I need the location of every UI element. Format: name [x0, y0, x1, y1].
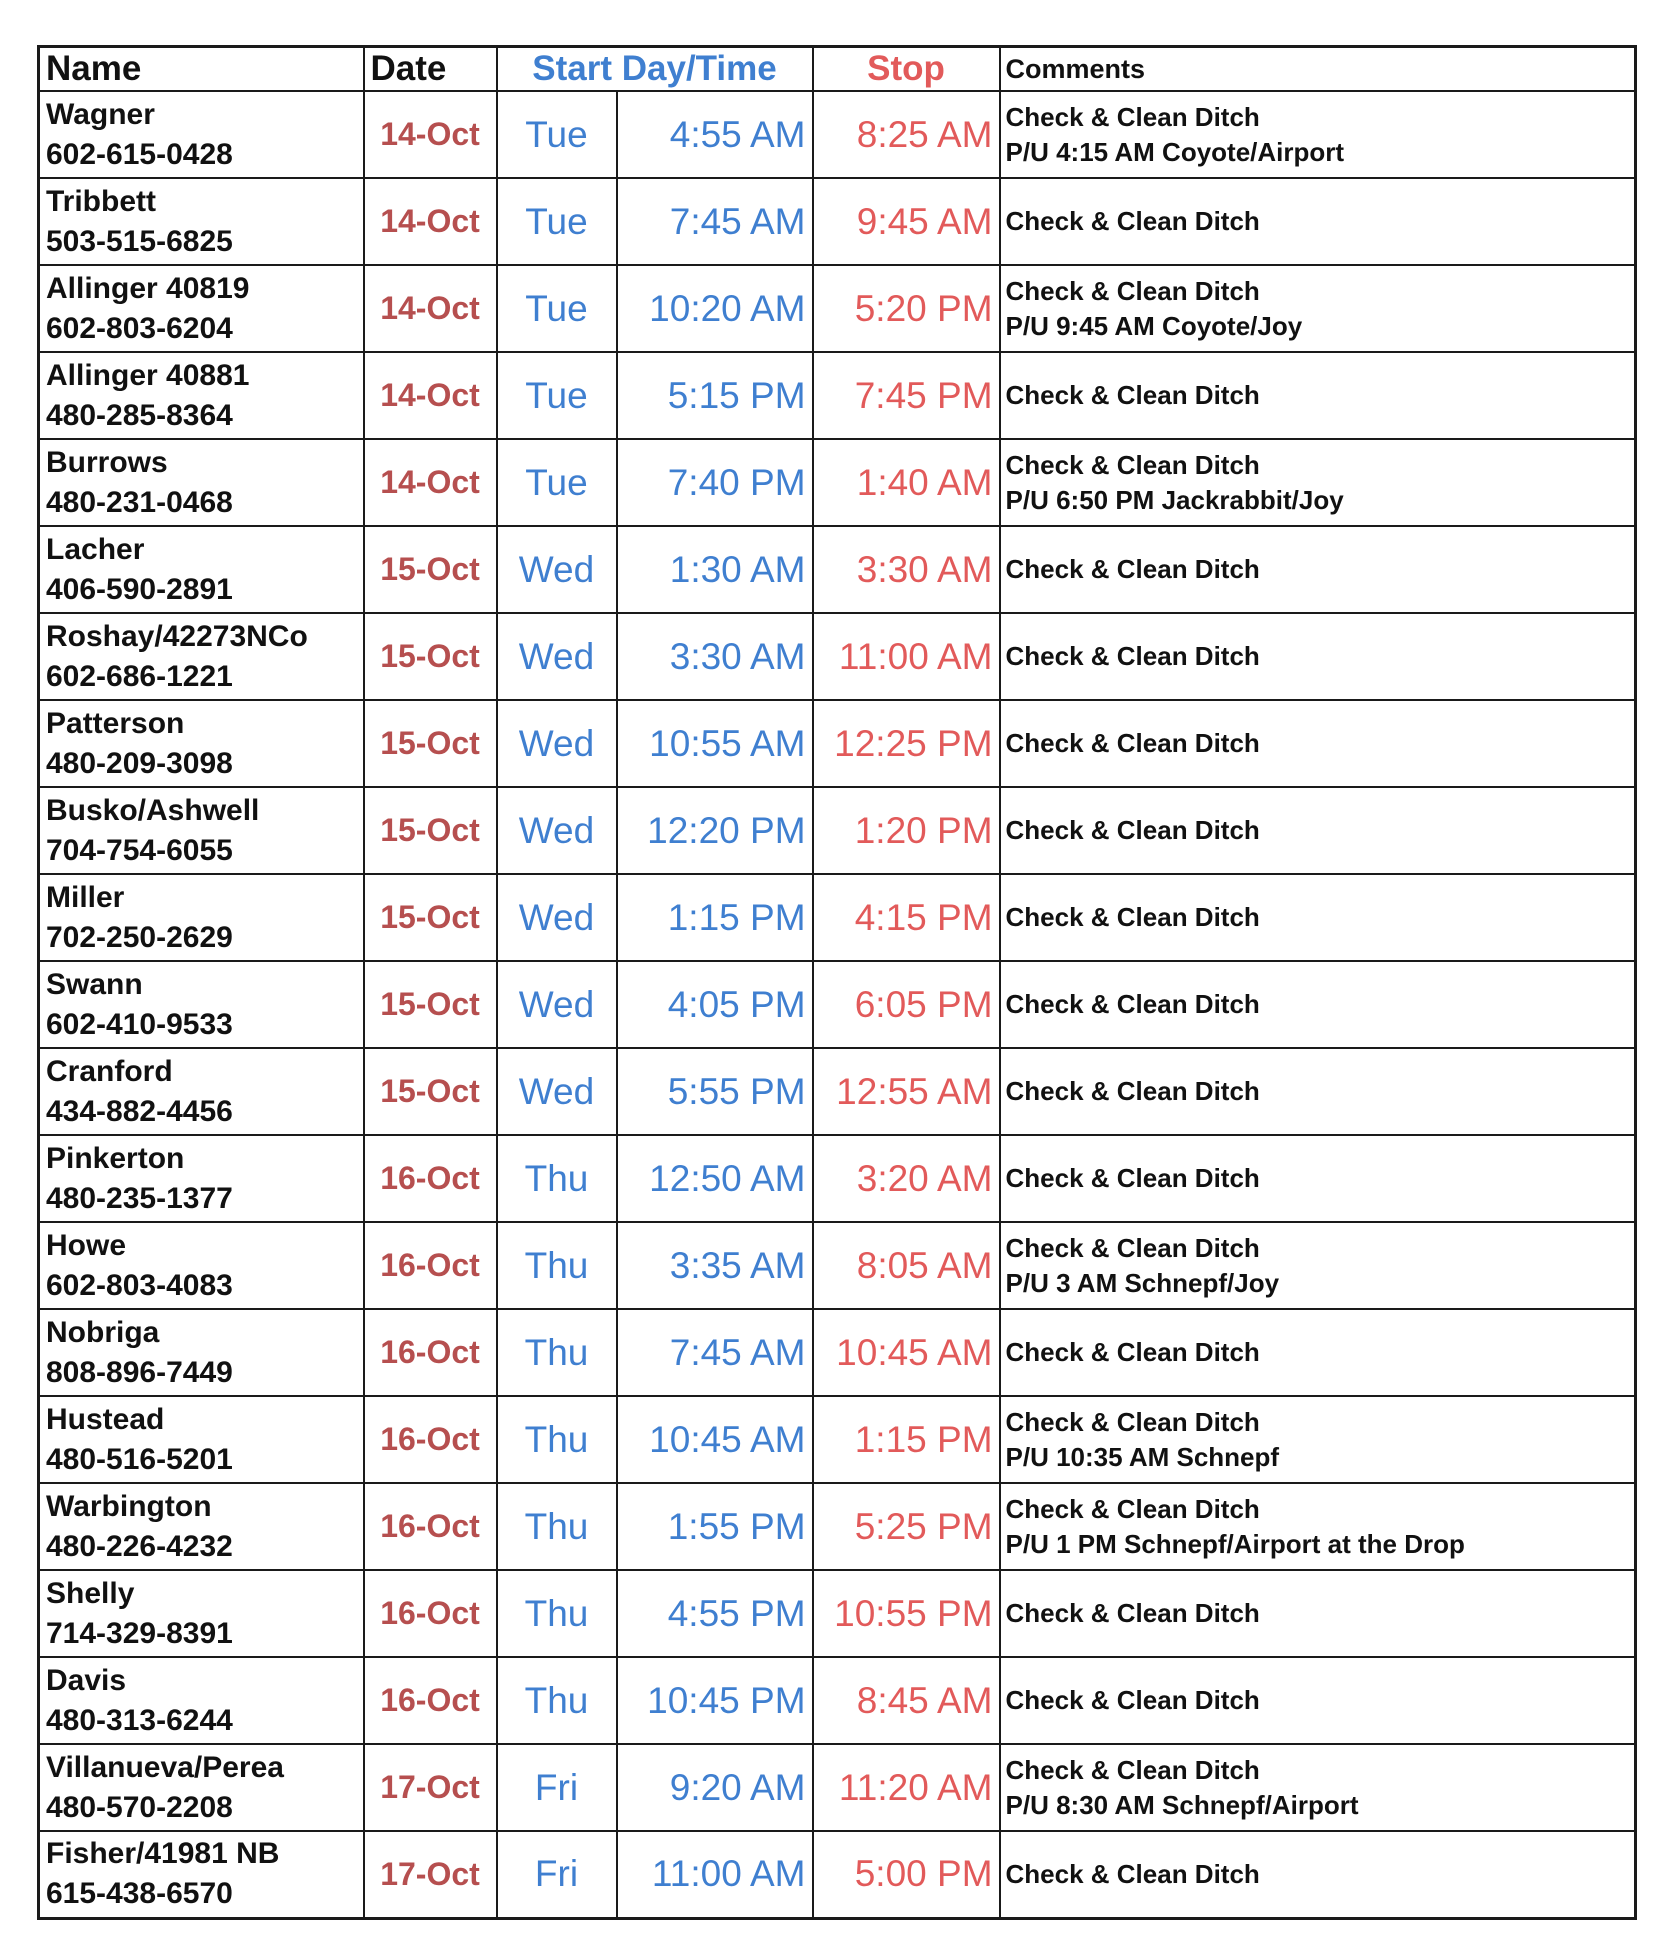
date-cell: 17-Oct — [364, 1744, 497, 1831]
table-row — [39, 1831, 1636, 1918]
stop-time-cell: 8:05 AM — [813, 1222, 1000, 1309]
day-cell: Thu — [497, 1309, 617, 1396]
header-date: Date — [364, 47, 497, 92]
phone-number: 602-615-0428 — [46, 137, 233, 171]
person-name: Allinger 40881 — [46, 358, 250, 392]
day-cell: Tue — [497, 265, 617, 352]
comment-line-2: P/U 9:45 AM Coyote/Joy — [1005, 310, 1303, 341]
stop-time-cell: 3:20 AM — [813, 1135, 1000, 1222]
date-cell: 15-Oct — [364, 787, 497, 874]
phone-number: 480-516-5201 — [46, 1442, 233, 1476]
phone-number: 406-590-2891 — [46, 572, 233, 606]
start-time-cell: 9:20 AM — [617, 1744, 813, 1831]
comment-line-1: Check & Clean Ditch — [1005, 641, 1260, 671]
day-cell: Thu — [497, 1135, 617, 1222]
date-cell: 16-Oct — [364, 1570, 497, 1657]
table-row — [39, 787, 1636, 874]
name-cell — [39, 265, 364, 352]
comments-cell — [1000, 439, 1636, 526]
stop-time-cell: 8:25 AM — [813, 91, 1000, 178]
comment-line-1: Check & Clean Ditch — [1005, 1163, 1260, 1193]
date-cell: 15-Oct — [364, 613, 497, 700]
start-time-cell: 11:00 AM — [617, 1831, 813, 1918]
phone-number: 480-285-8364 — [46, 398, 233, 432]
table-row — [39, 961, 1636, 1048]
start-time-cell: 5:15 PM — [617, 352, 813, 439]
date-cell: 16-Oct — [364, 1222, 497, 1309]
comments-cell — [1000, 178, 1636, 265]
name-cell — [39, 787, 364, 874]
date-cell: 14-Oct — [364, 439, 497, 526]
comments-cell — [1000, 1396, 1636, 1483]
name-cell — [39, 526, 364, 613]
stop-time-cell: 3:30 AM — [813, 526, 1000, 613]
day-cell: Tue — [497, 352, 617, 439]
comment-line-1: Check & Clean Ditch — [1005, 554, 1260, 584]
person-name: Burrows — [46, 445, 168, 479]
phone-number: 503-515-6825 — [46, 224, 233, 258]
start-time-cell: 1:15 PM — [617, 874, 813, 961]
start-time-cell: 7:40 PM — [617, 439, 813, 526]
day-cell: Tue — [497, 439, 617, 526]
start-time-cell: 7:45 AM — [617, 178, 813, 265]
name-cell — [39, 91, 364, 178]
start-time-cell: 10:45 AM — [617, 1396, 813, 1483]
comment-line-1: Check & Clean Ditch — [1005, 1493, 1260, 1524]
day-cell: Thu — [497, 1483, 617, 1570]
person-name: Warbington — [46, 1489, 212, 1523]
comments-cell — [1000, 1570, 1636, 1657]
day-cell: Thu — [497, 1222, 617, 1309]
phone-number: 704-754-6055 — [46, 833, 233, 867]
table-row — [39, 352, 1636, 439]
schedule-table — [37, 45, 1637, 1920]
person-name: Wagner — [46, 97, 155, 131]
comments-cell — [1000, 91, 1636, 178]
comment-line-1: Check & Clean Ditch — [1005, 380, 1260, 410]
day-cell: Thu — [497, 1570, 617, 1657]
comments-cell — [1000, 1222, 1636, 1309]
stop-time-cell: 12:55 AM — [813, 1048, 1000, 1135]
phone-number: 808-896-7449 — [46, 1355, 233, 1389]
schedule-rows — [39, 91, 1636, 1918]
stop-time-cell: 1:15 PM — [813, 1396, 1000, 1483]
person-name: Cranford — [46, 1054, 173, 1088]
stop-time-cell: 1:40 AM — [813, 439, 1000, 526]
table-row — [39, 91, 1636, 178]
header-row — [39, 47, 1636, 92]
comment-line-2: P/U 4:15 AM Coyote/Airport — [1005, 136, 1345, 167]
comment-line-1: Check & Clean Ditch — [1005, 206, 1260, 236]
phone-number: 480-570-2208 — [46, 1790, 233, 1824]
date-cell: 15-Oct — [364, 874, 497, 961]
date-cell: 16-Oct — [364, 1396, 497, 1483]
comments-cell — [1000, 787, 1636, 874]
person-name: Shelly — [46, 1576, 135, 1610]
start-time-cell: 4:55 PM — [617, 1570, 813, 1657]
comments-cell — [1000, 1657, 1636, 1744]
person-name: Fisher/41981 NB — [46, 1837, 280, 1871]
comment-line-1: Check & Clean Ditch — [1005, 728, 1260, 758]
comments-cell — [1000, 700, 1636, 787]
phone-number: 480-226-4232 — [46, 1529, 233, 1563]
stop-time-cell: 9:45 AM — [813, 178, 1000, 265]
name-cell — [39, 961, 364, 1048]
date-cell: 16-Oct — [364, 1657, 497, 1744]
phone-number: 480-313-6244 — [46, 1703, 233, 1737]
person-name: Pinkerton — [46, 1141, 185, 1175]
table-row — [39, 1222, 1636, 1309]
person-name: Howe — [46, 1228, 127, 1262]
date-cell: 14-Oct — [364, 91, 497, 178]
start-time-cell: 10:20 AM — [617, 265, 813, 352]
table-row — [39, 1396, 1636, 1483]
name-cell — [39, 439, 364, 526]
name-cell — [39, 1744, 364, 1831]
table-row — [39, 1309, 1636, 1396]
start-time-cell: 12:50 AM — [617, 1135, 813, 1222]
comment-line-1: Check & Clean Ditch — [1005, 989, 1260, 1019]
comment-line-2: P/U 1 PM Schnepf/Airport at the Drop — [1005, 1528, 1465, 1559]
phone-number: 480-231-0468 — [46, 485, 233, 519]
start-time-cell: 4:05 PM — [617, 961, 813, 1048]
comment-line-1: Check & Clean Ditch — [1005, 449, 1260, 480]
person-name: Busko/Ashwell — [46, 793, 260, 827]
comment-line-2: P/U 8:30 AM Schnepf/Airport — [1005, 1789, 1359, 1820]
day-cell: Wed — [497, 787, 617, 874]
stop-time-cell: 8:45 AM — [813, 1657, 1000, 1744]
date-cell: 15-Oct — [364, 1048, 497, 1135]
start-time-cell: 7:45 AM — [617, 1309, 813, 1396]
table-row — [39, 526, 1636, 613]
day-cell: Wed — [497, 961, 617, 1048]
day-cell: Tue — [497, 178, 617, 265]
table-row — [39, 613, 1636, 700]
comment-line-1: Check & Clean Ditch — [1005, 815, 1260, 845]
comment-line-1: Check & Clean Ditch — [1005, 1598, 1260, 1628]
name-cell — [39, 1222, 364, 1309]
name-cell — [39, 1657, 364, 1744]
table-row — [39, 1744, 1636, 1831]
day-cell: Wed — [497, 613, 617, 700]
start-time-cell: 10:55 AM — [617, 700, 813, 787]
phone-number: 602-686-1221 — [46, 659, 233, 693]
name-cell — [39, 1483, 364, 1570]
phone-number: 615-438-6570 — [46, 1877, 233, 1911]
phone-number: 480-209-3098 — [46, 746, 233, 780]
start-time-cell: 12:20 PM — [617, 787, 813, 874]
stop-time-cell: 5:20 PM — [813, 265, 1000, 352]
date-cell: 14-Oct — [364, 178, 497, 265]
comments-cell — [1000, 874, 1636, 961]
header-name: Name — [39, 47, 364, 92]
date-cell: 16-Oct — [364, 1309, 497, 1396]
header-start-day-time: Start Day/Time — [497, 47, 813, 92]
start-time-cell: 5:55 PM — [617, 1048, 813, 1135]
comment-line-1: Check & Clean Ditch — [1005, 902, 1260, 932]
phone-number: 602-410-9533 — [46, 1007, 233, 1041]
comments-cell — [1000, 961, 1636, 1048]
date-cell: 14-Oct — [364, 265, 497, 352]
comments-cell — [1000, 1831, 1636, 1918]
comments-cell — [1000, 1483, 1636, 1570]
date-cell: 15-Oct — [364, 700, 497, 787]
comments-cell — [1000, 352, 1636, 439]
header-stop: Stop — [813, 47, 1000, 92]
person-name: Roshay/42273NCo — [46, 619, 308, 653]
person-name: Hustead — [46, 1402, 165, 1436]
comments-cell — [1000, 613, 1636, 700]
table-row — [39, 874, 1636, 961]
date-cell: 17-Oct — [364, 1831, 497, 1918]
date-cell: 15-Oct — [364, 961, 497, 1048]
stop-time-cell: 12:25 PM — [813, 700, 1000, 787]
date-cell: 16-Oct — [364, 1135, 497, 1222]
name-cell — [39, 613, 364, 700]
phone-number: 434-882-4456 — [46, 1094, 233, 1128]
stop-time-cell: 7:45 PM — [813, 352, 1000, 439]
comment-line-2: P/U 10:35 AM Schnepf — [1005, 1441, 1280, 1472]
person-name: Miller — [46, 880, 125, 914]
stop-time-cell: 11:00 AM — [813, 613, 1000, 700]
stop-time-cell: 4:15 PM — [813, 874, 1000, 961]
comment-line-1: Check & Clean Ditch — [1005, 275, 1260, 306]
comments-cell — [1000, 1048, 1636, 1135]
comment-line-1: Check & Clean Ditch — [1005, 1076, 1260, 1106]
phone-number: 714-329-8391 — [46, 1616, 233, 1650]
comment-line-1: Check & Clean Ditch — [1005, 101, 1260, 132]
name-cell — [39, 700, 364, 787]
table-row — [39, 1483, 1636, 1570]
phone-number: 602-803-4083 — [46, 1268, 233, 1302]
comments-cell — [1000, 1309, 1636, 1396]
date-cell: 16-Oct — [364, 1483, 497, 1570]
name-cell — [39, 874, 364, 961]
person-name: Nobriga — [46, 1315, 160, 1349]
name-cell — [39, 1048, 364, 1135]
comments-cell — [1000, 265, 1636, 352]
stop-time-cell: 6:05 PM — [813, 961, 1000, 1048]
person-name: Allinger 40819 — [46, 271, 250, 305]
day-cell: Fri — [497, 1831, 617, 1918]
date-cell: 15-Oct — [364, 526, 497, 613]
table-row — [39, 1048, 1636, 1135]
stop-time-cell: 10:45 AM — [813, 1309, 1000, 1396]
name-cell — [39, 1570, 364, 1657]
table-row — [39, 265, 1636, 352]
person-name: Patterson — [46, 706, 185, 740]
stop-time-cell: 10:55 PM — [813, 1570, 1000, 1657]
table-row — [39, 1135, 1636, 1222]
comment-line-1: Check & Clean Ditch — [1005, 1858, 1260, 1889]
day-cell: Thu — [497, 1657, 617, 1744]
start-time-cell: 10:45 PM — [617, 1657, 813, 1744]
name-cell — [39, 1309, 364, 1396]
table-row — [39, 700, 1636, 787]
stop-time-cell: 1:20 PM — [813, 787, 1000, 874]
start-time-cell: 3:35 AM — [617, 1222, 813, 1309]
day-cell: Tue — [497, 91, 617, 178]
comment-line-1: Check & Clean Ditch — [1005, 1406, 1260, 1437]
name-cell — [39, 352, 364, 439]
phone-number: 480-235-1377 — [46, 1181, 233, 1215]
comment-line-1: Check & Clean Ditch — [1005, 1337, 1260, 1367]
name-cell — [39, 178, 364, 265]
phone-number: 702-250-2629 — [46, 920, 233, 954]
table-row — [39, 178, 1636, 265]
stop-time-cell: 11:20 AM — [813, 1744, 1000, 1831]
stop-time-cell: 5:25 PM — [813, 1483, 1000, 1570]
comment-line-1: Check & Clean Ditch — [1005, 1685, 1260, 1715]
day-cell: Fri — [497, 1744, 617, 1831]
date-cell: 14-Oct — [364, 352, 497, 439]
comments-cell — [1000, 1135, 1636, 1222]
person-name: Tribbett — [46, 184, 156, 218]
table-row — [39, 439, 1636, 526]
name-cell — [39, 1831, 364, 1918]
name-cell — [39, 1135, 364, 1222]
day-cell: Wed — [497, 700, 617, 787]
start-time-cell: 3:30 AM — [617, 613, 813, 700]
table-row — [39, 1570, 1636, 1657]
person-name: Swann — [46, 967, 143, 1001]
comment-line-2: P/U 6:50 PM Jackrabbit/Joy — [1005, 484, 1344, 515]
comment-line-2: P/U 3 AM Schnepf/Joy — [1005, 1267, 1280, 1298]
phone-number: 602-803-6204 — [46, 311, 233, 345]
start-time-cell: 1:30 AM — [617, 526, 813, 613]
person-name: Davis — [46, 1663, 127, 1697]
day-cell: Thu — [497, 1396, 617, 1483]
comment-line-1: Check & Clean Ditch — [1005, 1754, 1260, 1785]
start-time-cell: 4:55 AM — [617, 91, 813, 178]
person-name: Villanueva/Perea — [46, 1750, 284, 1784]
table-row — [39, 1657, 1636, 1744]
stop-time-cell: 5:00 PM — [813, 1831, 1000, 1918]
comments-cell — [1000, 1744, 1636, 1831]
comment-line-1: Check & Clean Ditch — [1005, 1232, 1260, 1263]
person-name: Lacher — [46, 532, 145, 566]
day-cell: Wed — [497, 874, 617, 961]
start-time-cell: 1:55 PM — [617, 1483, 813, 1570]
header-comments: Comments — [1000, 47, 1636, 92]
day-cell: Wed — [497, 1048, 617, 1135]
comments-cell — [1000, 526, 1636, 613]
day-cell: Wed — [497, 526, 617, 613]
name-cell — [39, 1396, 364, 1483]
